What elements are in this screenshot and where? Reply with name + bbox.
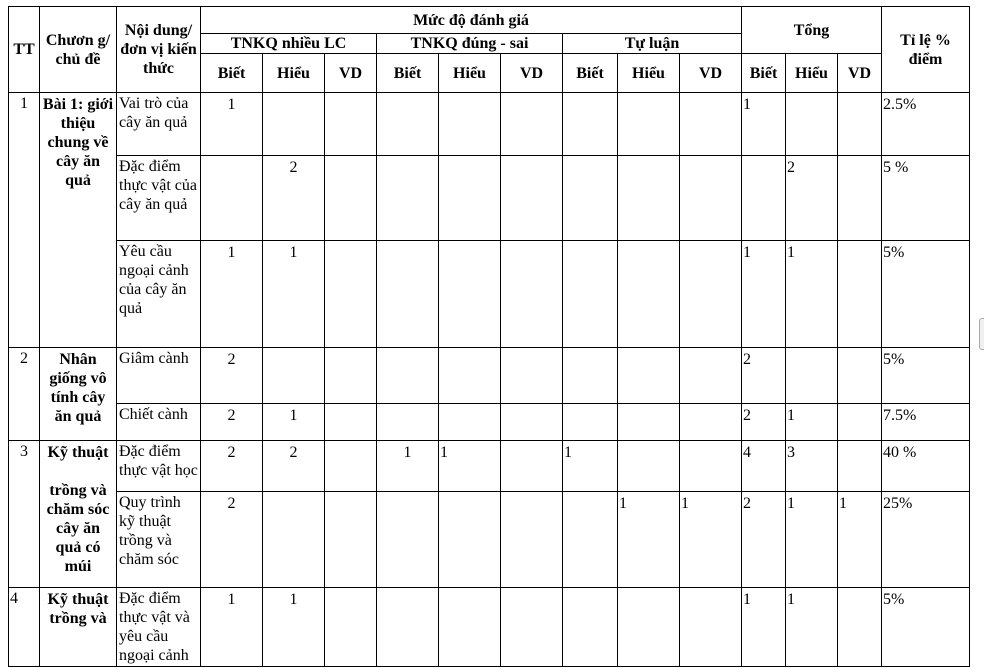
count-cell (263, 492, 325, 588)
count-cell: 1 (201, 241, 263, 348)
count-cell (325, 441, 377, 492)
count-cell (563, 156, 618, 241)
count-cell (618, 588, 680, 667)
content-cell: Đặc điểm thực vật học (117, 441, 201, 492)
count-cell (377, 348, 439, 404)
count-cell (501, 588, 563, 667)
count-cell (563, 588, 618, 667)
count-cell (377, 93, 439, 156)
total-cell: 2 (742, 492, 786, 588)
header-level: VD (501, 54, 563, 93)
count-cell (680, 588, 742, 667)
count-cell (201, 156, 263, 241)
count-cell: 1 (201, 93, 263, 156)
total-cell (786, 93, 838, 156)
ratio-cell: 40 % (882, 441, 970, 492)
count-cell (563, 492, 618, 588)
header-group-truefalse: TNKQ đúng - sai (377, 34, 563, 54)
count-cell (563, 348, 618, 404)
total-cell (742, 156, 786, 241)
header-level: VD (838, 54, 882, 93)
count-cell: 1 (263, 241, 325, 348)
count-cell (325, 93, 377, 156)
header-group-essay: Tự luận (563, 34, 742, 54)
table-row (9, 348, 970, 404)
total-cell (838, 156, 882, 241)
total-cell: 2 (742, 404, 786, 441)
count-cell (325, 492, 377, 588)
count-cell (439, 588, 501, 667)
count-cell: 2 (201, 492, 263, 588)
count-cell: 1 (377, 441, 439, 492)
topic-number: 2 (9, 348, 40, 441)
topic-number: 3 (9, 441, 40, 588)
total-cell (838, 441, 882, 492)
ratio-cell: 5% (882, 588, 970, 667)
content-cell: Đặc điểm thực vật của cây ăn quả (117, 156, 201, 241)
count-cell: 2 (201, 404, 263, 441)
count-cell (618, 156, 680, 241)
count-cell (618, 404, 680, 441)
count-cell (680, 404, 742, 441)
count-cell (618, 441, 680, 492)
header-ratio: Tỉ lệ % điểm (882, 7, 970, 93)
topic-name: Kỹ thuật trồng và (40, 588, 117, 667)
count-cell (325, 241, 377, 348)
content-cell: Yêu cầu ngoại cảnh của cây ăn quả (117, 241, 201, 348)
header-group-mcq: TNKQ nhiều LC (201, 34, 377, 54)
count-cell (439, 156, 501, 241)
header-level: VD (680, 54, 742, 93)
count-cell (377, 404, 439, 441)
total-cell: 3 (786, 441, 838, 492)
table-row (9, 441, 970, 492)
total-cell: 1 (742, 241, 786, 348)
count-cell (680, 241, 742, 348)
table-row (9, 241, 970, 348)
count-cell: 2 (201, 441, 263, 492)
table-row (9, 404, 970, 441)
header-level: Hiểu (786, 54, 838, 93)
ratio-cell: 5% (882, 348, 970, 404)
topic-number: 4 (9, 588, 40, 667)
count-cell: 2 (263, 156, 325, 241)
header-level: Hiểu (439, 54, 501, 93)
count-cell (263, 348, 325, 404)
count-cell: 1 (263, 404, 325, 441)
ratio-cell: 5 % (882, 156, 970, 241)
count-cell (439, 241, 501, 348)
assessment-matrix-table (8, 6, 970, 667)
count-cell (501, 348, 563, 404)
count-cell (377, 492, 439, 588)
total-cell: 1 (786, 588, 838, 667)
total-cell: 2 (742, 348, 786, 404)
count-cell (680, 93, 742, 156)
content-cell: Đặc điểm thực vật và yêu cầu ngoại cảnh (117, 588, 201, 667)
topic-name: Bài 1: giới thiệu chung về cây ăn quả (40, 93, 117, 348)
header-level: Hiểu (263, 54, 325, 93)
total-cell: 2 (786, 156, 838, 241)
header-tt: TT (9, 7, 40, 93)
table-row (9, 156, 970, 241)
count-cell (439, 404, 501, 441)
count-cell (263, 93, 325, 156)
header-total: Tổng (742, 7, 882, 54)
total-cell: 1 (786, 492, 838, 588)
count-cell (501, 492, 563, 588)
topic-name-line2: trồng và chăm sóc cây ăn quả có múi (46, 482, 110, 575)
table-row (9, 492, 970, 588)
header-level: VD (325, 54, 377, 93)
content-cell: Vai trò của cây ăn quả (117, 93, 201, 156)
count-cell: 1 (263, 588, 325, 667)
total-cell: 1 (742, 588, 786, 667)
header-assessment: Mức độ đánh giá (201, 7, 742, 34)
topic-name (40, 441, 117, 588)
total-cell (786, 348, 838, 404)
total-cell (838, 93, 882, 156)
topic-name: Nhân giống vô tính cây ăn quả (40, 348, 117, 441)
count-cell (501, 404, 563, 441)
count-cell (439, 93, 501, 156)
total-cell: 4 (742, 441, 786, 492)
count-cell: 1 (201, 588, 263, 667)
count-cell: 1 (618, 492, 680, 588)
topic-number: 1 (9, 93, 40, 348)
count-cell: 1 (680, 492, 742, 588)
count-cell (618, 241, 680, 348)
count-cell (618, 348, 680, 404)
count-cell (325, 404, 377, 441)
ratio-cell: 2.5% (882, 93, 970, 156)
table-row (9, 93, 970, 156)
count-cell (501, 441, 563, 492)
content-cell: Giâm cành (117, 348, 201, 404)
count-cell (618, 93, 680, 156)
count-cell (377, 588, 439, 667)
count-cell (439, 492, 501, 588)
count-cell (325, 348, 377, 404)
count-cell (377, 241, 439, 348)
total-cell (838, 588, 882, 667)
count-cell (501, 241, 563, 348)
header-level: Biết (563, 54, 618, 93)
header-level: Biết (742, 54, 786, 93)
count-cell (680, 348, 742, 404)
count-cell (680, 156, 742, 241)
count-cell: 2 (263, 441, 325, 492)
total-cell: 1 (786, 404, 838, 441)
count-cell (501, 93, 563, 156)
header-level: Biết (201, 54, 263, 93)
count-cell (563, 93, 618, 156)
header-level: Biết (377, 54, 439, 93)
count-cell (563, 241, 618, 348)
topic-name-line1: Kỹ thuật (47, 444, 109, 461)
content-cell: Chiết cành (117, 404, 201, 441)
total-cell: 1 (742, 93, 786, 156)
total-cell: 1 (838, 492, 882, 588)
count-cell (439, 348, 501, 404)
header-content: Nội dung/đơn vị kiến thức (117, 7, 201, 93)
header-level: Hiểu (618, 54, 680, 93)
count-cell (325, 588, 377, 667)
total-cell (838, 404, 882, 441)
count-cell (325, 156, 377, 241)
ratio-cell: 5% (882, 241, 970, 348)
ratio-cell: 7.5% (882, 404, 970, 441)
content-cell: Quy trình kỹ thuật trồng và chăm sóc (117, 492, 201, 588)
total-cell (838, 241, 882, 348)
window-edge-handle[interactable] (979, 318, 984, 350)
ratio-cell: 25% (882, 492, 970, 588)
total-cell: 1 (786, 241, 838, 348)
count-cell (680, 441, 742, 492)
count-cell (377, 156, 439, 241)
header-chapter: Chươn g/ chủ đề (40, 7, 117, 93)
count-cell: 1 (563, 441, 618, 492)
table-row (9, 588, 970, 667)
count-cell: 2 (201, 348, 263, 404)
total-cell (838, 348, 882, 404)
count-cell: 1 (439, 441, 501, 492)
count-cell (563, 404, 618, 441)
count-cell (501, 156, 563, 241)
